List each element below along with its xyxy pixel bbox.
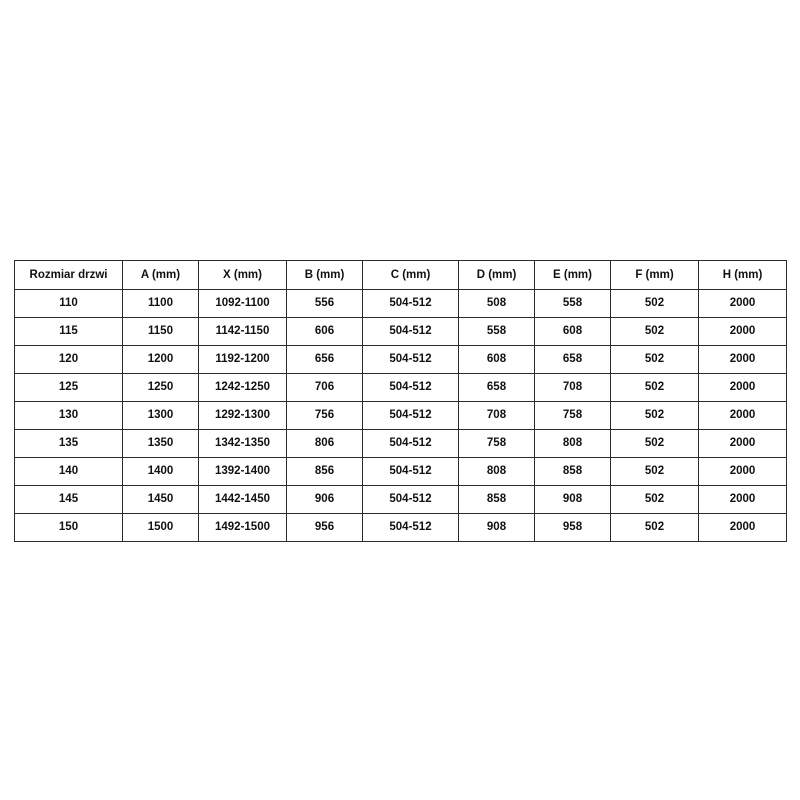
column-header-a: A (mm) [123,261,199,290]
cell-a: 1450 [123,486,199,514]
cell-f: 502 [611,290,699,318]
cell-b: 706 [287,374,363,402]
table-row [15,374,787,402]
cell-h: 2000 [699,402,787,430]
cell-b: 606 [287,318,363,346]
cell-f: 502 [611,346,699,374]
cell-e: 708 [535,374,611,402]
cell-a: 1350 [123,430,199,458]
cell-f: 502 [611,514,699,542]
cell-h: 2000 [699,346,787,374]
cell-c: 504-512 [363,458,459,486]
cell-a: 1200 [123,346,199,374]
cell-d: 808 [459,458,535,486]
cell-h: 2000 [699,430,787,458]
cell-a: 1300 [123,402,199,430]
table-row [15,346,787,374]
column-header-c: C (mm) [363,261,459,290]
cell-a: 1100 [123,290,199,318]
cell-c: 504-512 [363,486,459,514]
cell-door-size: 140 [15,458,123,486]
cell-d: 608 [459,346,535,374]
column-header-x: X (mm) [199,261,287,290]
cell-door-size: 150 [15,514,123,542]
cell-door-size: 130 [15,402,123,430]
cell-e: 658 [535,346,611,374]
table-body [15,290,787,542]
cell-c: 504-512 [363,318,459,346]
cell-e: 808 [535,430,611,458]
cell-f: 502 [611,374,699,402]
table-header [15,261,787,290]
cell-c: 504-512 [363,290,459,318]
cell-x: 1292-1300 [199,402,287,430]
column-header-d: D (mm) [459,261,535,290]
table-row [15,402,787,430]
cell-d: 508 [459,290,535,318]
cell-e: 908 [535,486,611,514]
cell-a: 1250 [123,374,199,402]
cell-door-size: 125 [15,374,123,402]
cell-door-size: 110 [15,290,123,318]
column-header-f: F (mm) [611,261,699,290]
cell-b: 956 [287,514,363,542]
cell-d: 758 [459,430,535,458]
cell-door-size: 135 [15,430,123,458]
cell-b: 556 [287,290,363,318]
cell-door-size: 115 [15,318,123,346]
cell-h: 2000 [699,318,787,346]
cell-c: 504-512 [363,430,459,458]
cell-f: 502 [611,430,699,458]
table-row [15,458,787,486]
cell-door-size: 120 [15,346,123,374]
table-row [15,430,787,458]
column-header-b: B (mm) [287,261,363,290]
column-header-e: E (mm) [535,261,611,290]
cell-b: 656 [287,346,363,374]
cell-d: 708 [459,402,535,430]
cell-d: 858 [459,486,535,514]
cell-h: 2000 [699,486,787,514]
cell-e: 858 [535,458,611,486]
cell-x: 1442-1450 [199,486,287,514]
table-row [15,290,787,318]
cell-d: 658 [459,374,535,402]
cell-a: 1150 [123,318,199,346]
cell-h: 2000 [699,458,787,486]
cell-x: 1192-1200 [199,346,287,374]
cell-x: 1492-1500 [199,514,287,542]
column-header-door-size: Rozmiar drzwi [15,261,123,290]
cell-e: 608 [535,318,611,346]
table-header-row [15,261,787,290]
cell-c: 504-512 [363,346,459,374]
cell-x: 1092-1100 [199,290,287,318]
table-row [15,318,787,346]
cell-f: 502 [611,318,699,346]
cell-e: 958 [535,514,611,542]
cell-h: 2000 [699,374,787,402]
specification-table [14,260,787,542]
cell-f: 502 [611,458,699,486]
cell-d: 558 [459,318,535,346]
specification-table-container [14,260,786,542]
column-header-h: H (mm) [699,261,787,290]
cell-c: 504-512 [363,402,459,430]
cell-c: 504-512 [363,374,459,402]
cell-e: 758 [535,402,611,430]
cell-f: 502 [611,402,699,430]
cell-b: 856 [287,458,363,486]
cell-f: 502 [611,486,699,514]
cell-x: 1142-1150 [199,318,287,346]
cell-b: 806 [287,430,363,458]
cell-x: 1392-1400 [199,458,287,486]
cell-h: 2000 [699,514,787,542]
cell-c: 504-512 [363,514,459,542]
table-row [15,486,787,514]
cell-b: 756 [287,402,363,430]
cell-b: 906 [287,486,363,514]
cell-x: 1242-1250 [199,374,287,402]
table-row [15,514,787,542]
cell-door-size: 145 [15,486,123,514]
cell-e: 558 [535,290,611,318]
cell-d: 908 [459,514,535,542]
cell-h: 2000 [699,290,787,318]
cell-a: 1400 [123,458,199,486]
cell-a: 1500 [123,514,199,542]
cell-x: 1342-1350 [199,430,287,458]
